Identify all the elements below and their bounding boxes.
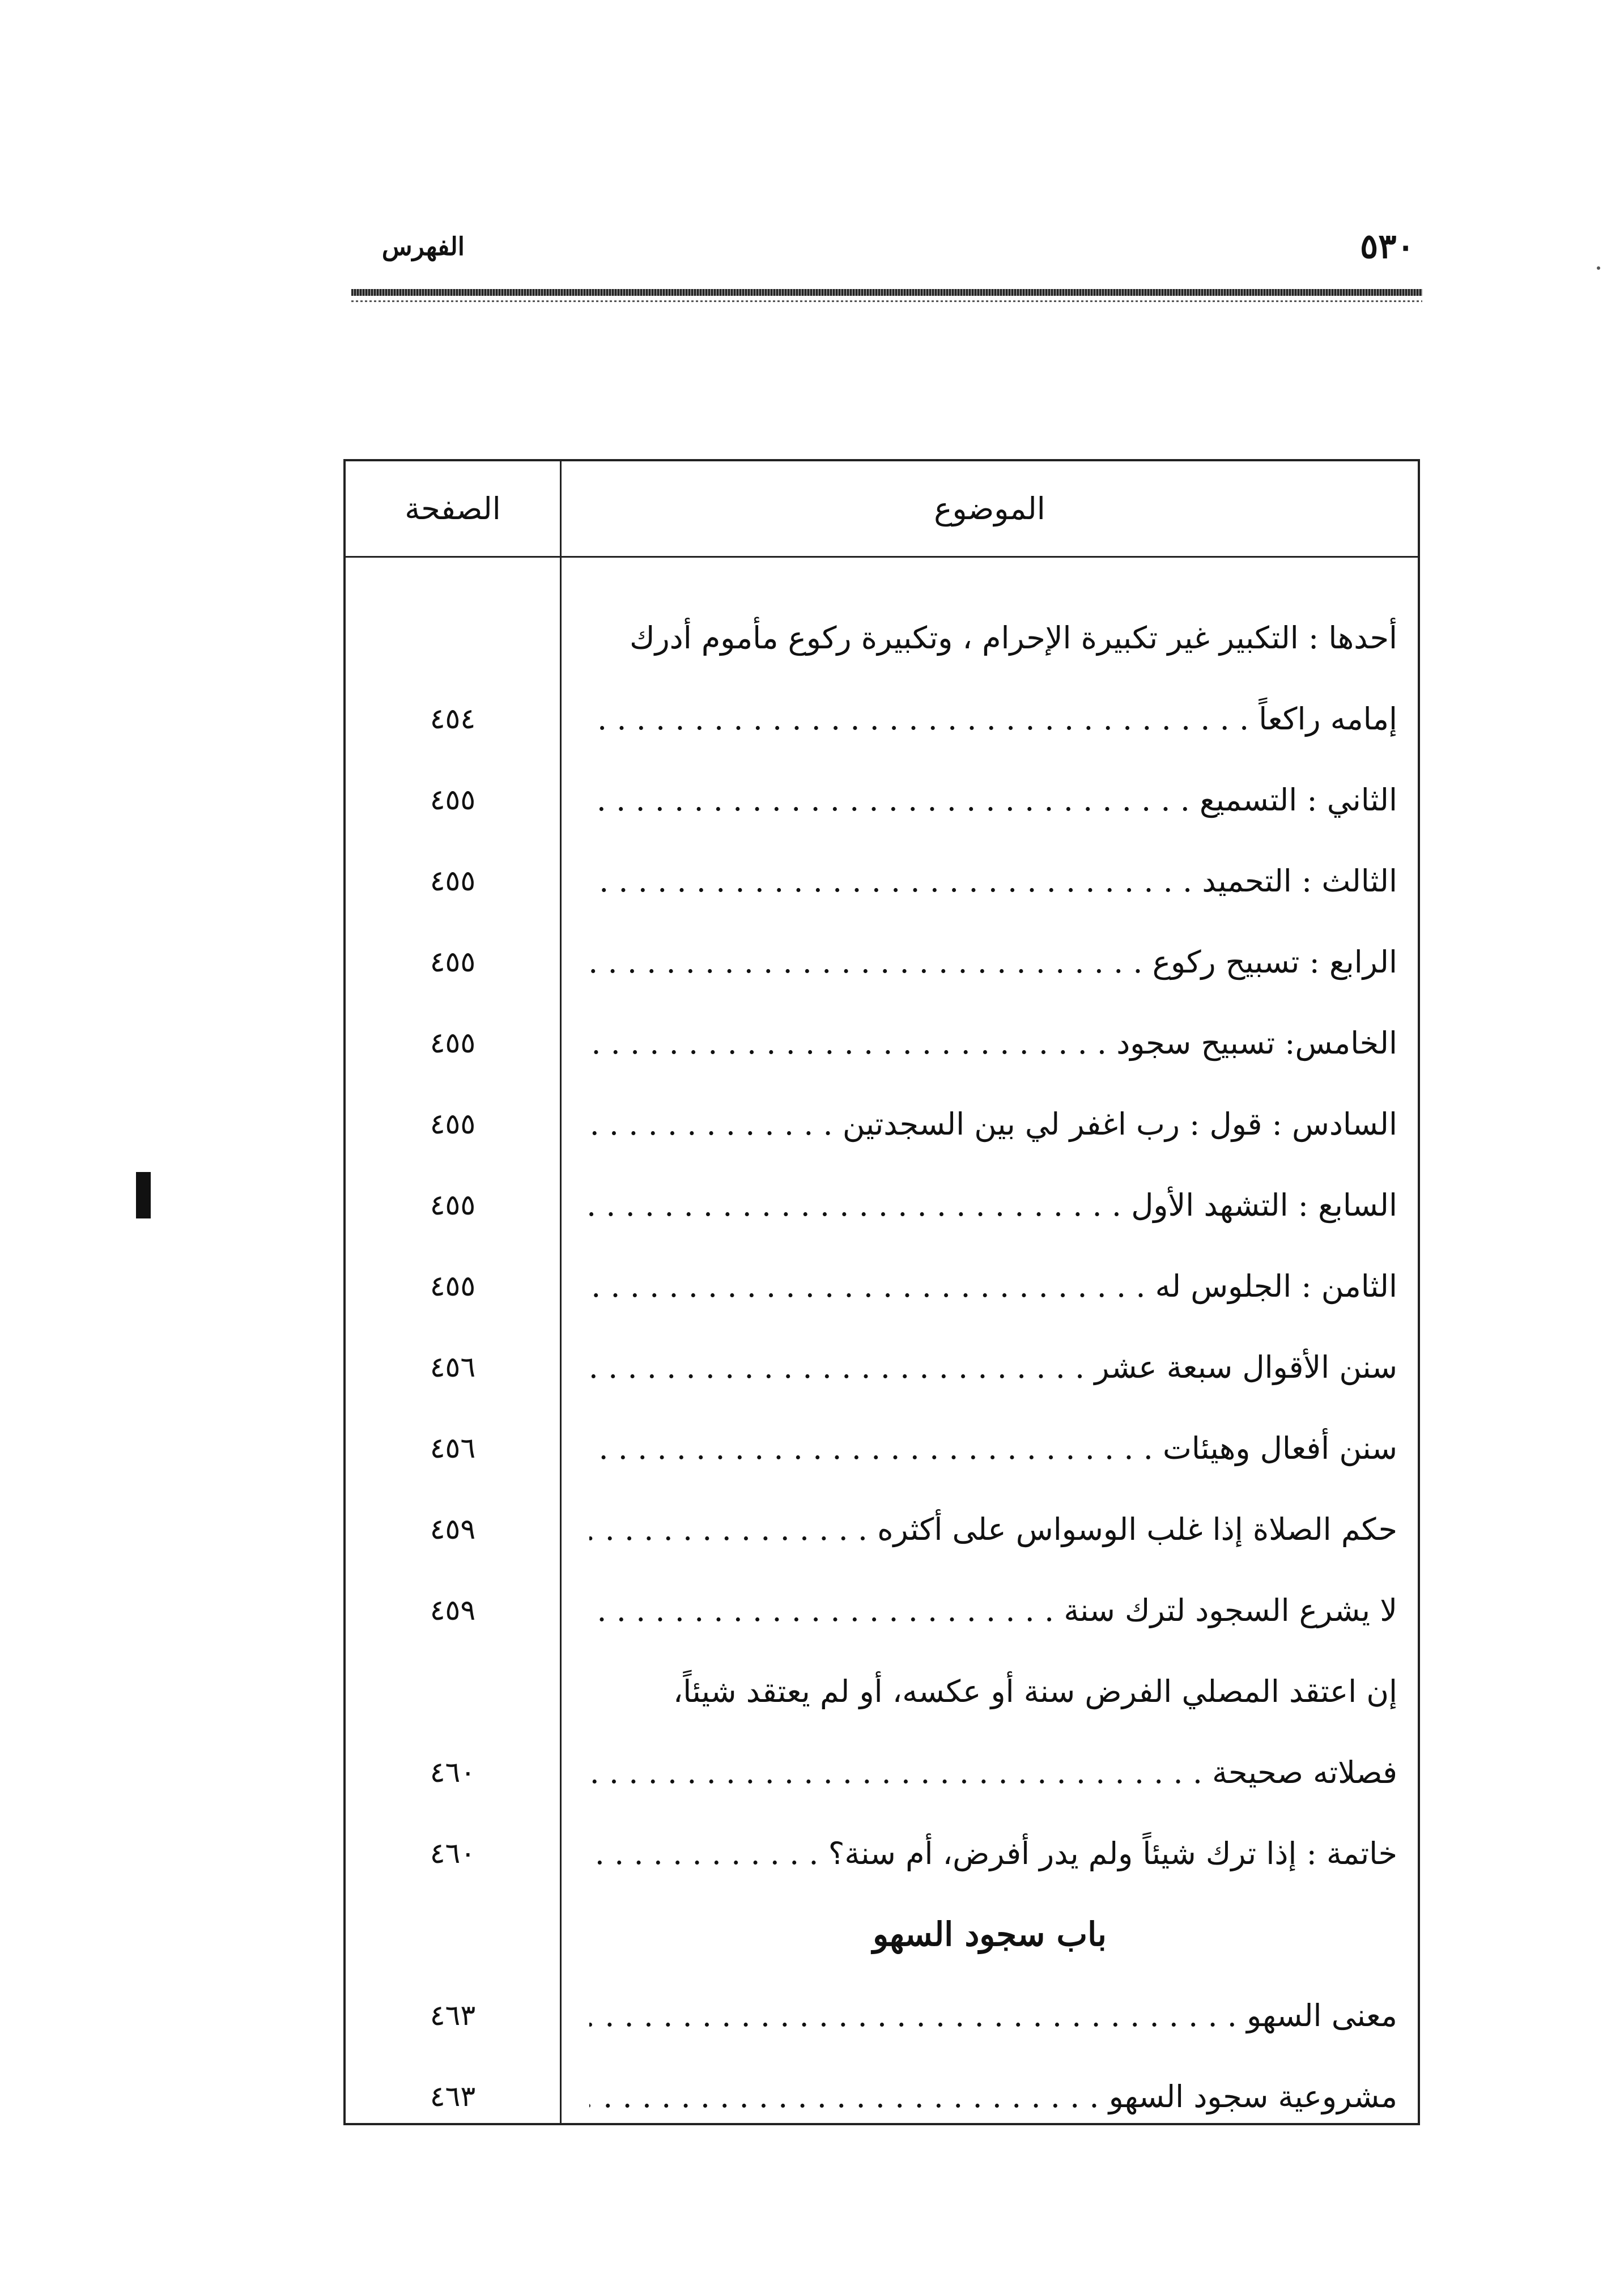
page-ref: ٤٥٩ [430,1594,476,1627]
table-header-row [346,461,1418,558]
topic-text: أحدها : التكبير غير تكبيرة الإحرام ، وتكبيرة ركوع مأموم أدرك [630,620,1397,656]
table-row [346,678,1418,759]
page-ref [346,597,560,678]
table-row [346,1651,1418,1732]
table-row [346,1489,1418,1570]
table-row [346,1975,1418,2056]
page-ref: ٤٥٥ [430,864,476,897]
table-body [346,597,1418,2137]
topic-text: سنن الأقوال سبعة عشر . . . [589,1327,1397,1408]
page-ref: ٤٥٦ [430,1351,476,1383]
page-ref: ٤٥٥ [430,1026,476,1059]
margin-mark [136,1172,151,1218]
running-header [351,227,1422,278]
table-row [346,597,1418,678]
page-ref: ٤٦٠ [430,1837,476,1870]
page-ref: ٤٥٥ [430,1107,476,1140]
topic-text: سنن أفعال وهيئات . . . [589,1408,1397,1489]
header-title: الفهرس [381,232,465,261]
topic-text: فصلاته صحيحة . . . [589,1732,1397,1813]
page-ref: ٤٥٤ [430,702,476,735]
table-row [346,1003,1418,1084]
topic-text: الثامن : الجلوس له . . . [589,1246,1397,1327]
page-ref: ٤٦٠ [430,1756,476,1789]
topic-column-header: الموضوع [934,491,1045,526]
topic-text: إن اعتقد المصلي الفرض سنة أو عكسه، أو لم يعتقد شيئاً، [673,1674,1397,1709]
page-ref: ٤٥٦ [430,1432,476,1464]
topic-text: الرابع : تسبيح ركوع . . . [589,922,1397,1003]
header-rule-thin [351,300,1422,302]
page-ref: ٤٥٩ [430,1513,476,1545]
page-column-header: الصفحة [405,491,501,526]
table-row [346,1165,1418,1246]
index-table [343,459,1420,2125]
table-row [346,759,1418,840]
page-ref: ٤٥٥ [430,945,476,978]
margin-dot [1597,266,1600,270]
page-ref [346,1651,560,1732]
section-heading: باب سجود السهو [873,1915,1107,1954]
page-ref: ٤٥٥ [430,1269,476,1302]
table-row [346,1408,1418,1489]
topic-text: الثالث : التحميد . . . [589,840,1397,922]
page-ref: ٤٦٣ [430,2080,476,2113]
topic-text: الخامس: تسبيح سجود . . . [589,1003,1397,1084]
topic-text: خاتمة : إذا ترك شيئاً ولم يدر أفرض، أم سنة؟ . . . [589,1813,1397,1894]
topic-text: مشروعية سجود السهو . . . [589,2056,1397,2137]
topic-text: الثاني : التسميع . . . [589,759,1397,840]
table-row [346,1570,1418,1651]
topic-text: السادس : قول : رب اغفر لي بين السجدتين . . . [589,1084,1397,1165]
table-row [346,1732,1418,1813]
section-heading-row [346,1894,1418,1975]
table-row [346,1246,1418,1327]
page-number: ٥٣٠ [1360,227,1415,266]
page-ref: ٤٥٥ [430,1188,476,1221]
header-rule [351,289,1422,296]
table-row [346,840,1418,922]
topic-text: معنى السهو . . . [589,1975,1397,2056]
table-row [346,2056,1418,2137]
page-ref: ٤٦٣ [430,1999,476,2032]
topic-text: السابع : التشهد الأول . . . [589,1165,1397,1246]
topic-text: حكم الصلاة إذا غلب الوسواس على أكثره . . . [589,1489,1397,1570]
page-ref: ٤٥٥ [430,783,476,816]
table-row [346,1327,1418,1408]
topic-text: إمامه راكعاً . . . [589,678,1397,759]
table-row [346,1084,1418,1165]
topic-text: لا يشرع السجود لترك سنة . . . [589,1570,1397,1651]
table-row [346,1813,1418,1894]
page-ref [346,1894,560,1975]
table-row [346,922,1418,1003]
